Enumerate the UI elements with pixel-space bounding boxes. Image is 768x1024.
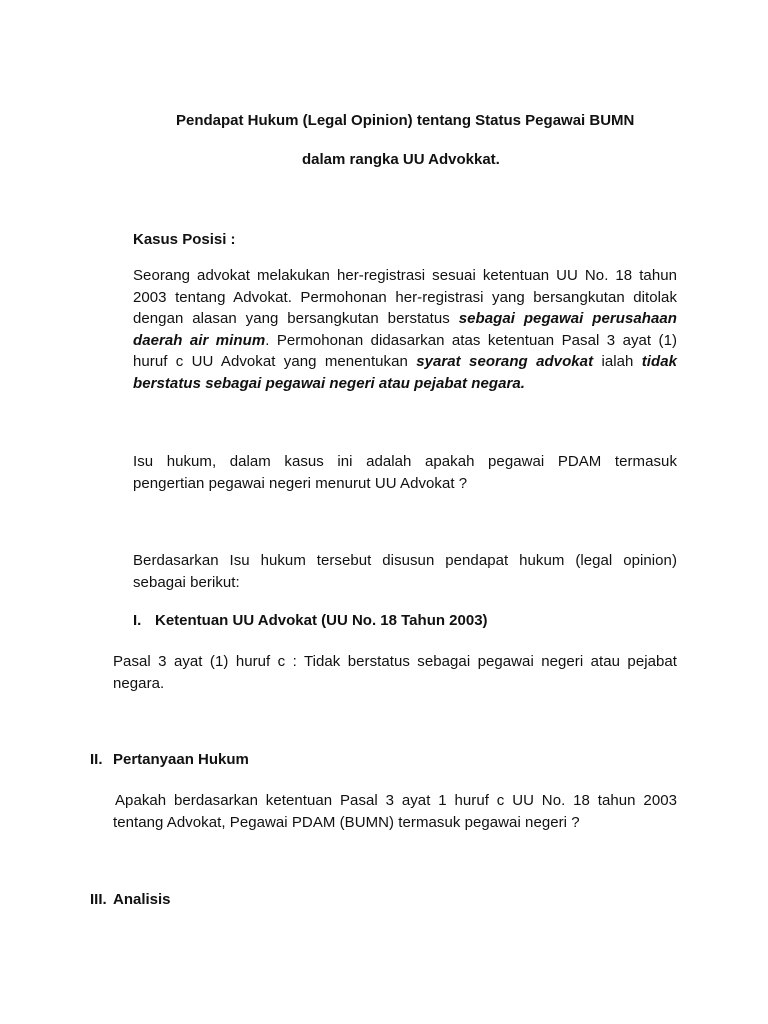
isu-hukum-paragraph (133, 451, 677, 494)
section-3-title: Analisis (113, 891, 171, 908)
kasus-line-3-text: dengan alasan yang bersangkutan berstatus (133, 310, 459, 328)
isu-line-1: Isu hukum, dalam kasus ini adalah apakah pegawai PDAM termasuk (133, 453, 677, 470)
section-2-line-2: tentang Advokat, Pegawai PDAM (BUMN) termasuk pegawai negeri ? (113, 813, 580, 831)
kasus-line-1: Seorang advokat melakukan her-registrasi sesuai ketentuan UU No. 18 tahun (133, 267, 677, 284)
berdasarkan-line-1: Berdasarkan Isu hukum tersebut disusun pendapat hukum (legal opinion) (133, 552, 677, 569)
berdasarkan-paragraph (133, 550, 677, 593)
section-1-number: I. (133, 612, 142, 629)
section-2-title: Pertanyaan Hukum (113, 751, 249, 768)
kasus-emphasis-daerah-air-minum: daerah air minum (133, 331, 266, 349)
kasus-emphasis-syarat-advokat: syarat seorang advokat (416, 353, 594, 371)
section-1-title: Ketentuan UU Advokat (UU No. 18 Tahun 2003) (155, 612, 488, 629)
kasus-line-5-ialah: ialah (593, 353, 642, 371)
section-2-number: II. (90, 751, 103, 768)
kasus-posisi-heading: Kasus Posisi : (133, 231, 236, 248)
section-3-number: III. (90, 891, 107, 908)
section-2-line-1: Apakah berdasarkan ketentuan Pasal 3 ayat 1 huruf c UU No. 18 tahun 2003 (115, 792, 677, 809)
document-title-line-2: dalam rangka UU Advokkat. (302, 151, 500, 168)
kasus-emphasis-pegawai-perusahaan: sebagai pegawai perusahaan (458, 310, 677, 328)
kasus-line-2: 2003 tentang Advokat. Permohonan her-registrasi yang bersangkutan ditolak (133, 288, 677, 306)
kasus-line-5 (133, 351, 677, 373)
section-1-line-2: negara. (113, 674, 165, 692)
isu-line-2: pengertian pegawai negeri menurut UU Advokat ? (133, 474, 468, 492)
section-1-paragraph (113, 651, 677, 694)
kasus-line-4 (133, 330, 677, 352)
section-2-paragraph (113, 790, 677, 833)
kasus-line-4-text: . Permohonan didasarkan atas ketentuan Pasal 3 ayat (1) (265, 331, 677, 349)
berdasarkan-line-2: sebagai berikut: (133, 573, 240, 591)
section-2-heading (90, 750, 249, 770)
section-1-heading (133, 611, 488, 631)
document-title-line-1: Pendapat Hukum (Legal Opinion) tentang Status Pegawai BUMN (176, 112, 635, 129)
kasus-emphasis-tidak: tidak (641, 353, 677, 371)
kasus-line-3 (133, 308, 677, 330)
kasus-posisi-paragraph (133, 265, 677, 395)
kasus-line-5-text: huruf c UU Advokat yang menentukan (133, 353, 417, 371)
section-3-heading (90, 890, 171, 910)
kasus-line-6: berstatus sebagai pegawai negeri atau pejabat negara. (133, 374, 525, 392)
section-1-line-1: Pasal 3 ayat (1) huruf c : Tidak berstatus sebagai pegawai negeri atau pejabat (113, 653, 677, 670)
